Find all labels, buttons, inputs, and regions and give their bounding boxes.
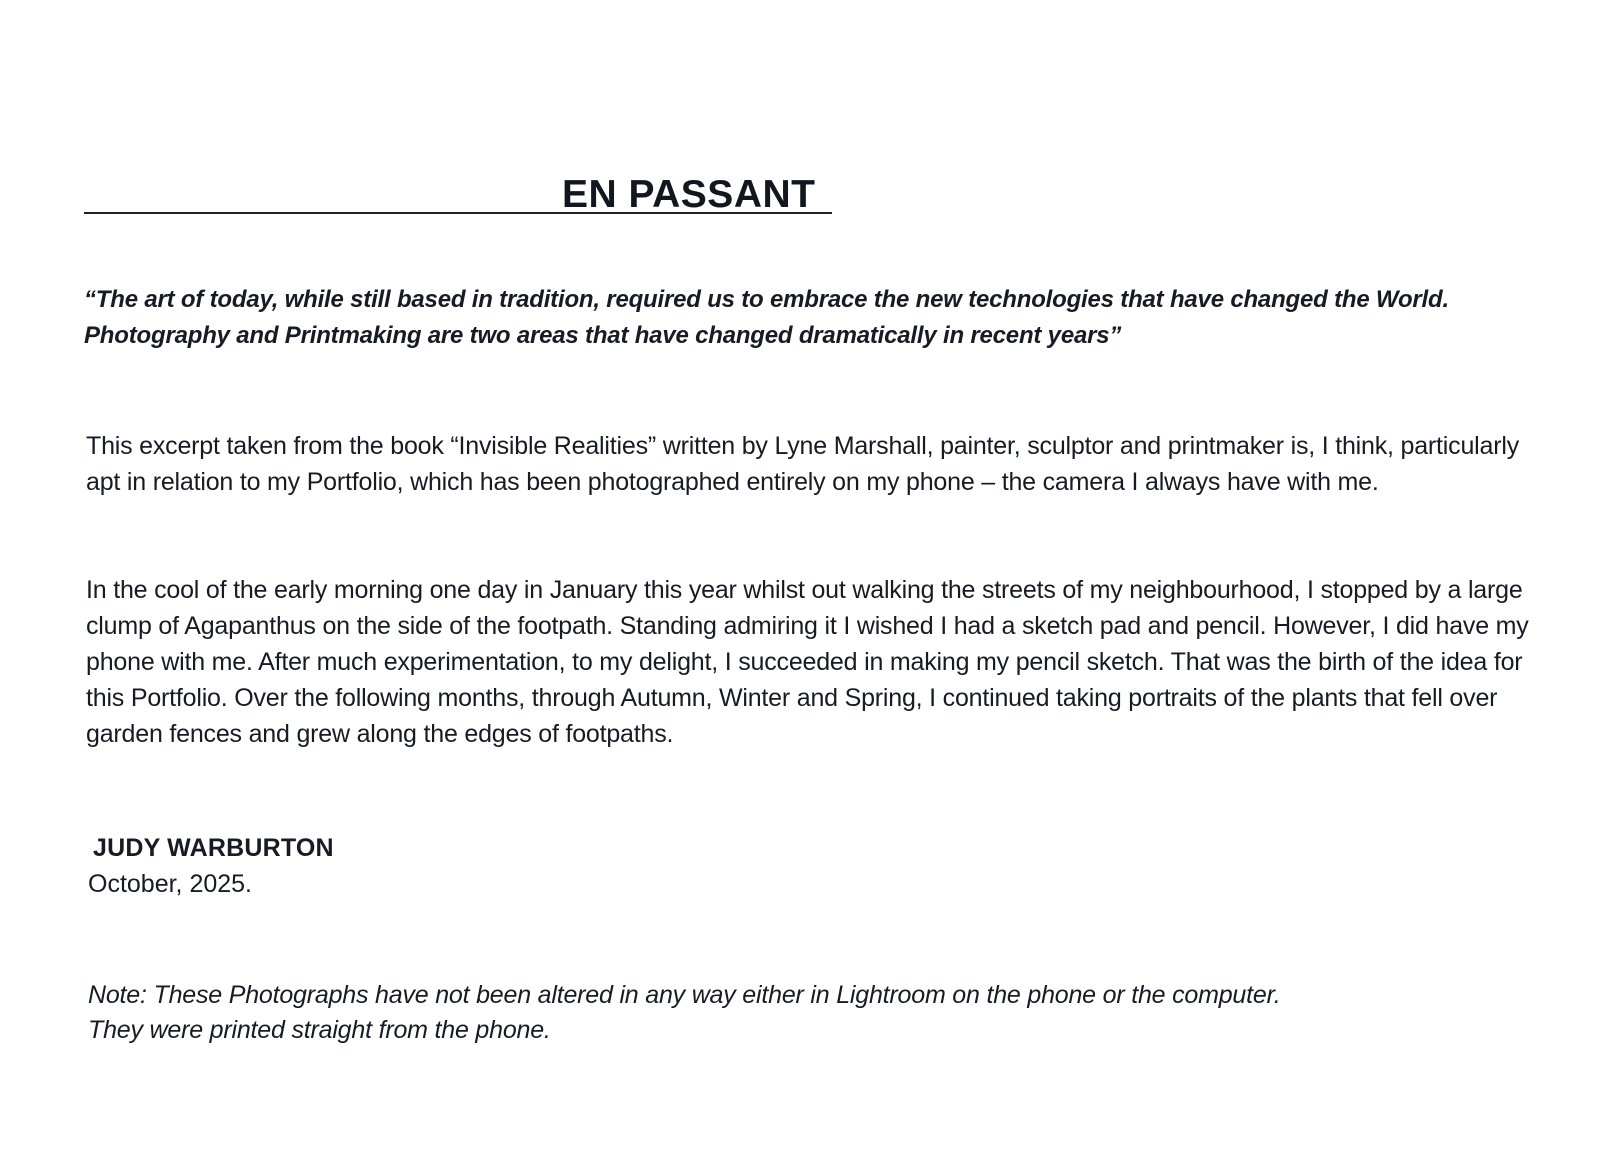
author-name: JUDY WARBURTON bbox=[93, 834, 334, 862]
epigraph-quote: “The art of today, while still based in tradition, required us to embrace the new technologies that have changed the World. Photography and Printmaking are two areas that have changed dramatically in recent years” bbox=[84, 286, 1449, 349]
footnote bbox=[88, 978, 1538, 1048]
body-paragraph-1: This excerpt taken from the book “Invisible Realities” written by Lyne Marshall, painter, sculptor and printmaker is, I think, particularly apt in relation to my Portfolio, which has been photographed entirely on my phone – the camera I always have with me. bbox=[86, 432, 1520, 496]
footnote-line-1: Note: These Photographs have not been altered in any way either in Lightroom on the phone or the computer. bbox=[88, 981, 1281, 1009]
footnote-line-2: They were printed straight from the phone. bbox=[88, 1016, 551, 1044]
document-date: October, 2025. bbox=[88, 870, 253, 898]
title-row bbox=[84, 172, 832, 218]
page-title: EN PASSANT bbox=[562, 173, 816, 216]
body-paragraph-2: In the cool of the early morning one day in January this year whilst out walking the streets of my neighbourhood, I stopped by a large clump of Agapanthus on the side of the footpath. Standing admiring it I wished I had a sketch pad and pencil. However, I did have my phone with me. After much experimentation, to my delight, I succeeded in making my pencil sketch. That was the birth of the idea for this Portfolio. Over the following months, through Autumn, Winter and Spring, I continued taking portraits of the plants that fell over garden fences and grew along the edges of footpaths. bbox=[86, 576, 1529, 748]
